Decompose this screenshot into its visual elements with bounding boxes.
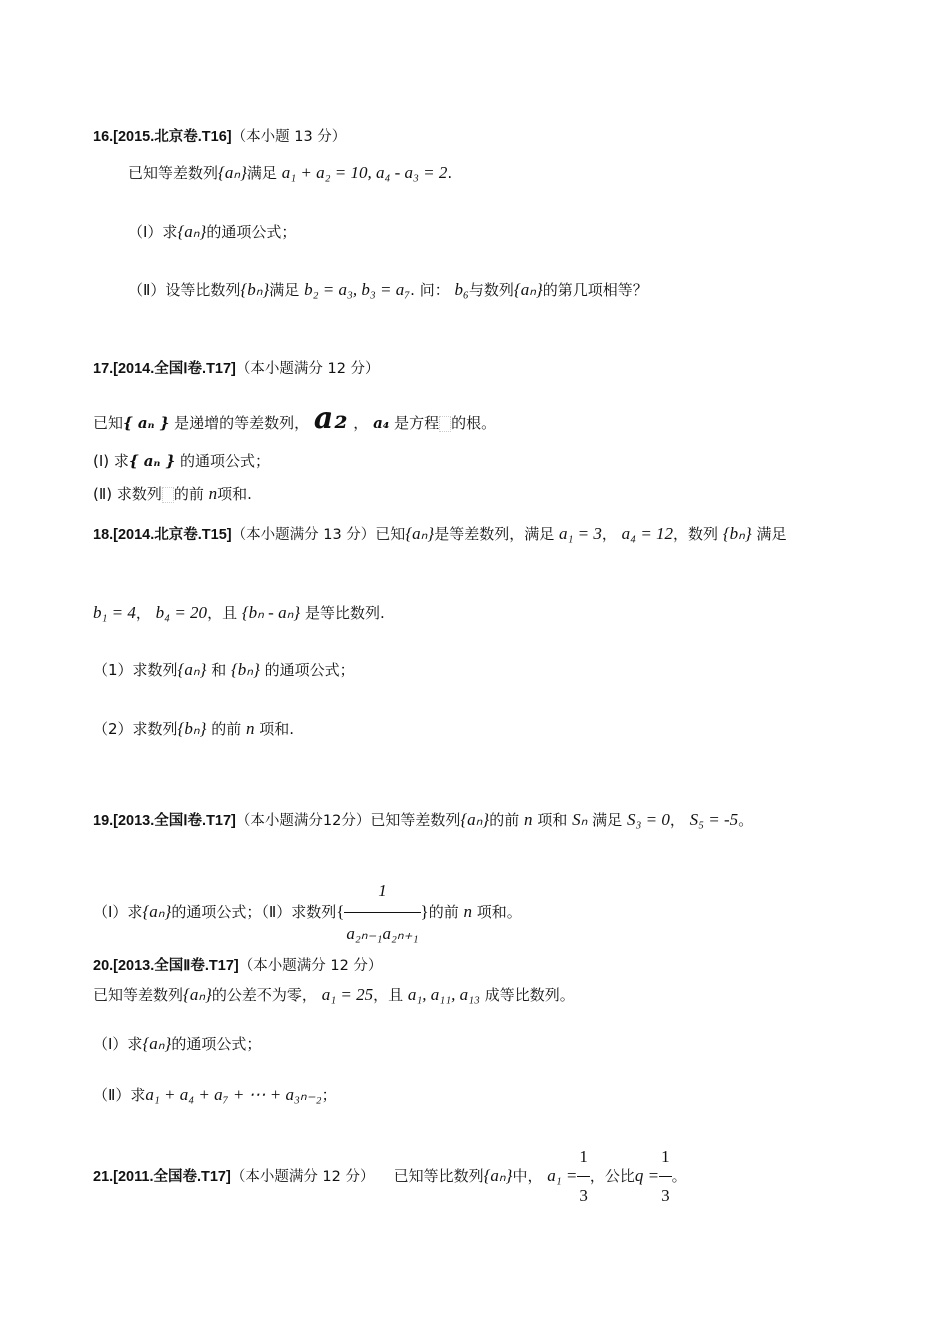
- seq-b-minus-a: {bₙ - aₙ}: [241, 603, 301, 622]
- problem-17-part2: (Ⅱ) 求数列 的前 n项和.: [93, 484, 252, 503]
- problem-16-score: （本小题 13 分）: [231, 129, 347, 145]
- seq-a: {aₙ}: [218, 163, 247, 182]
- fraction: $\frac{1}{\text{a₂ₙ₋₁a₂ₙ₊₁}}$: [344, 870, 420, 955]
- problem-17-part1: (Ⅰ) 求{ aₙ } 的通项公式；: [93, 452, 271, 470]
- problem-19-parts: （Ⅰ）求{aₙ}的通项公式；（Ⅱ）求数列{ $\frac{1}{\text{a₂ₙ₋₁a₂ₙ₊₁}}$ }的前 n 项和。: [93, 870, 522, 955]
- seq-a: {aₙ}: [183, 985, 212, 1004]
- seq-a: {aₙ}: [460, 810, 490, 829]
- seq-a: { aₙ }: [123, 414, 170, 432]
- problem-18-stem: 18.[2014.北京卷.T15]（本小题满分 13 分）已知{aₙ}是等差数列，满足 a₁ = 3， a₄ = 12，数列 {bₙ} 满足: [93, 524, 787, 543]
- problem-16-stem: 已知等差数列{aₙ}满足 a₁ + a₂ = 10, a₄ - a₃ = 2.: [128, 163, 453, 182]
- formula: a₁ + a₂ = 10, a₄ - a₃ = 2: [281, 163, 448, 182]
- fraction: $\frac{1}{3}$: [659, 1138, 672, 1215]
- seq-a: { aₙ }: [128, 452, 176, 470]
- problem-18-score: （本小题满分 13 分）: [231, 527, 376, 543]
- seq-a: {aₙ}: [483, 1166, 513, 1185]
- problem-21-source: 21.[2011.全国卷.T17]: [93, 1169, 231, 1185]
- equation-image-placeholder: [439, 416, 451, 432]
- seq-b: {bₙ}: [240, 280, 270, 299]
- seq-b: {bₙ}: [177, 719, 207, 738]
- a2-term: a₂: [313, 401, 349, 436]
- seq-a: {aₙ}: [142, 1034, 172, 1053]
- problem-19-stem: 19.[2013.全国Ⅰ卷.T17]（本小题满分12分）已知等差数列{aₙ}的前 n 项和 Sₙ 满足 S₃ = 0， S₅ = -5。: [93, 810, 754, 829]
- seq-b: {bₙ}: [231, 660, 260, 679]
- problem-20-part2: （Ⅱ）求a₁ + a₄ + a₇ + ⋯ + a₃ₙ₋₂；: [93, 1085, 337, 1104]
- problem-16-part1: （Ⅰ）求{aₙ}的通项公式；: [128, 222, 297, 241]
- sequence-image-placeholder: [162, 487, 174, 503]
- problem-17-header: [93, 359, 380, 379]
- problem-18-part1: （1）求数列{aₙ} 和 {bₙ} 的通项公式；: [93, 660, 355, 679]
- seq-b: {bₙ}: [722, 524, 752, 543]
- problem-17-score: （本小题满分 12 分）: [235, 361, 380, 377]
- problem-18-line2: b₁ = 4， b₄ = 20，且 {bₙ - aₙ} 是等比数列.: [93, 603, 385, 622]
- problem-18-source: 18.[2014.北京卷.T15]: [93, 527, 232, 543]
- problem-16-source: 16.[2015.北京卷.T16]: [93, 129, 232, 145]
- problem-20-header: [93, 956, 382, 976]
- problem-17-stem: 已知{ aₙ } 是递增的等差数列， a₂ ， a₄ 是方程 的根。: [93, 401, 497, 436]
- a4-term: a₄: [373, 414, 390, 432]
- seq-a: {aₙ}: [177, 660, 207, 679]
- problem-17-source: 17.[2014.全国Ⅰ卷.T17]: [93, 361, 236, 377]
- problem-20-source: 20.[2013.全国Ⅱ卷.T17]: [93, 958, 239, 974]
- seq-a: {aₙ}: [142, 902, 172, 921]
- problem-20-part1: （Ⅰ）求{aₙ}的通项公式；: [93, 1034, 262, 1053]
- seq-a: {aₙ}: [177, 222, 207, 241]
- problem-16-header: [93, 127, 346, 147]
- fraction: $\frac{1}{3}$: [577, 1138, 590, 1215]
- problem-18-part2: （2）求数列{bₙ} 的前 n 项和.: [93, 719, 295, 738]
- seq-a: {aₙ}: [513, 280, 543, 299]
- problem-19-source: 19.[2013.全国Ⅰ卷.T17]: [93, 813, 236, 829]
- seq-a: {aₙ}: [405, 524, 435, 543]
- problem-19-score: （本小题满分12分）: [235, 813, 371, 829]
- problem-16-part2: （Ⅱ）设等比数列{bₙ}满足 b₂ = a₃, b₃ = a₇. 问： b₆与数列{aₙ}的第几项相等？: [128, 280, 648, 299]
- formula: a₁ + a₄ + a₇ + ⋯ + a₃ₙ₋₂: [145, 1085, 322, 1104]
- problem-20-score: （本小题满分 12 分）: [238, 958, 383, 974]
- problem-21-score: （本小题满分 12 分）: [230, 1169, 375, 1185]
- problem-21-stem: 21.[2011.全国卷.T17]（本小题满分 12 分） 已知等比数列{aₙ}中， a₁ = $\frac{1}{3}$ ，公比q = $\frac{1}{3}$ 。: [93, 1138, 687, 1215]
- problem-20-stem: 已知等差数列{aₙ}的公差不为零， a₁ = 25，且 a₁, a₁₁, a₁₃ 成等比数列。: [93, 985, 575, 1004]
- formula: b₂ = a₃, b₃ = a₇: [304, 280, 411, 299]
